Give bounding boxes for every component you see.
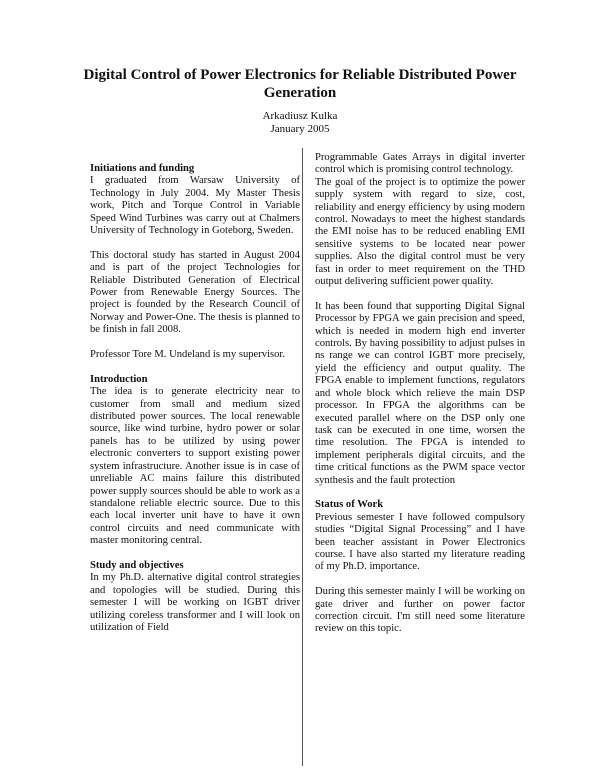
right-column bbox=[315, 152, 525, 636]
column-divider bbox=[302, 148, 303, 766]
section-heading-introduction: Introduction bbox=[90, 373, 148, 385]
paragraph: Previous semester I have followed compulsory studies “Digital Signal Processing” and I have been teacher assistant in Power Electronics course. I have also started my literature reading of my Ph.D. importance. bbox=[315, 511, 525, 573]
section-heading-status: Status of Work bbox=[315, 499, 384, 511]
paragraph: It has been found that supporting Digital Signal Processor by FPGA we gain precision and speed, which is needed in modern high end inverter controls. By having possibility to adjust pulses in ns range we can control IGBT more precisely, yield the efficiency and output quality. The FPGA enable to implement functions, regulators and whole block which relieve the main DSP processor. In FPGA the algorithms can be executed parallel where on the DSP only one task can be executed in one time, worsen the time resolution. The FPGA is intended to implement peripherals digital circuits, and the time critical functions as the PWM space vector synthesis and the fault protection bbox=[315, 300, 525, 486]
paragraph: I graduated from Warsaw University of Technology in July 2004. My Master Thesis work, Pitch and Torque Control in Variable Speed Wind Turbines was carry out at Chalmers University of Technology in Goteborg, Sweden. bbox=[90, 175, 300, 237]
paragraph: The goal of the project is to optimize the power supply system with regard to size, cost, reliability and energy efficiency by using modern control. Nowadays to meet the highest standards the EMI noise has to be reduced enabling EMI sensitive systems to be located near power supplies. Also the digital control must be very fast in order to meet requirement on the THD output delivering sufficient power quality. bbox=[315, 176, 525, 288]
paragraph: This doctoral study has started in August 2004 and is part of the project Technologies for Reliable Distributed Generation of Electrical Power from Renewable Energy Sources. The project is founded by the Research Council of Norway and Power-One. The thesis is planned to be finish in fall 2008. bbox=[90, 249, 300, 336]
section-heading-initiations: Initiations and funding bbox=[90, 163, 195, 174]
author-block bbox=[60, 110, 540, 136]
paragraph: Programmable Gates Arrays in digital inverter control which is promising control technology. bbox=[315, 152, 525, 176]
page-title: Digital Control of Power Electronics for Reliable Distributed Power Generation bbox=[83, 67, 517, 101]
paragraph: The idea is to generate electricity near to customer from small and medium sized distributed power sources. The local renewable source, like wind turbine, hydro power or solar panels has to be utilized by using power electronic converters to support existing power system infrastructure. Another issue is in case of unreliable AC mains failure this distributed power supply sources should be able to work as a standalone reliable electric source. Due to this each local inverter unit have to have it own control circuits and need communicate with master monitoring central. bbox=[90, 386, 300, 547]
section-heading-study: Study and objectives bbox=[90, 559, 184, 571]
publication-date: January 2005 bbox=[270, 123, 330, 135]
paragraph: Professor Tore M. Undeland is my supervisor. bbox=[90, 349, 286, 361]
paragraph: In my Ph.D. alternative digital control strategies and topologies will be studied. During this semester I will be working on IGBT driver utilizing coreless transformer and I will look on utilization of Field bbox=[90, 572, 300, 633]
paragraph: During this semester mainly I will be working on gate driver and further on power factor correction circuit. I'm still need some literature review on this topic. bbox=[315, 586, 525, 635]
author-name: Arkadiusz Kulka bbox=[262, 110, 338, 122]
left-column bbox=[90, 163, 300, 634]
